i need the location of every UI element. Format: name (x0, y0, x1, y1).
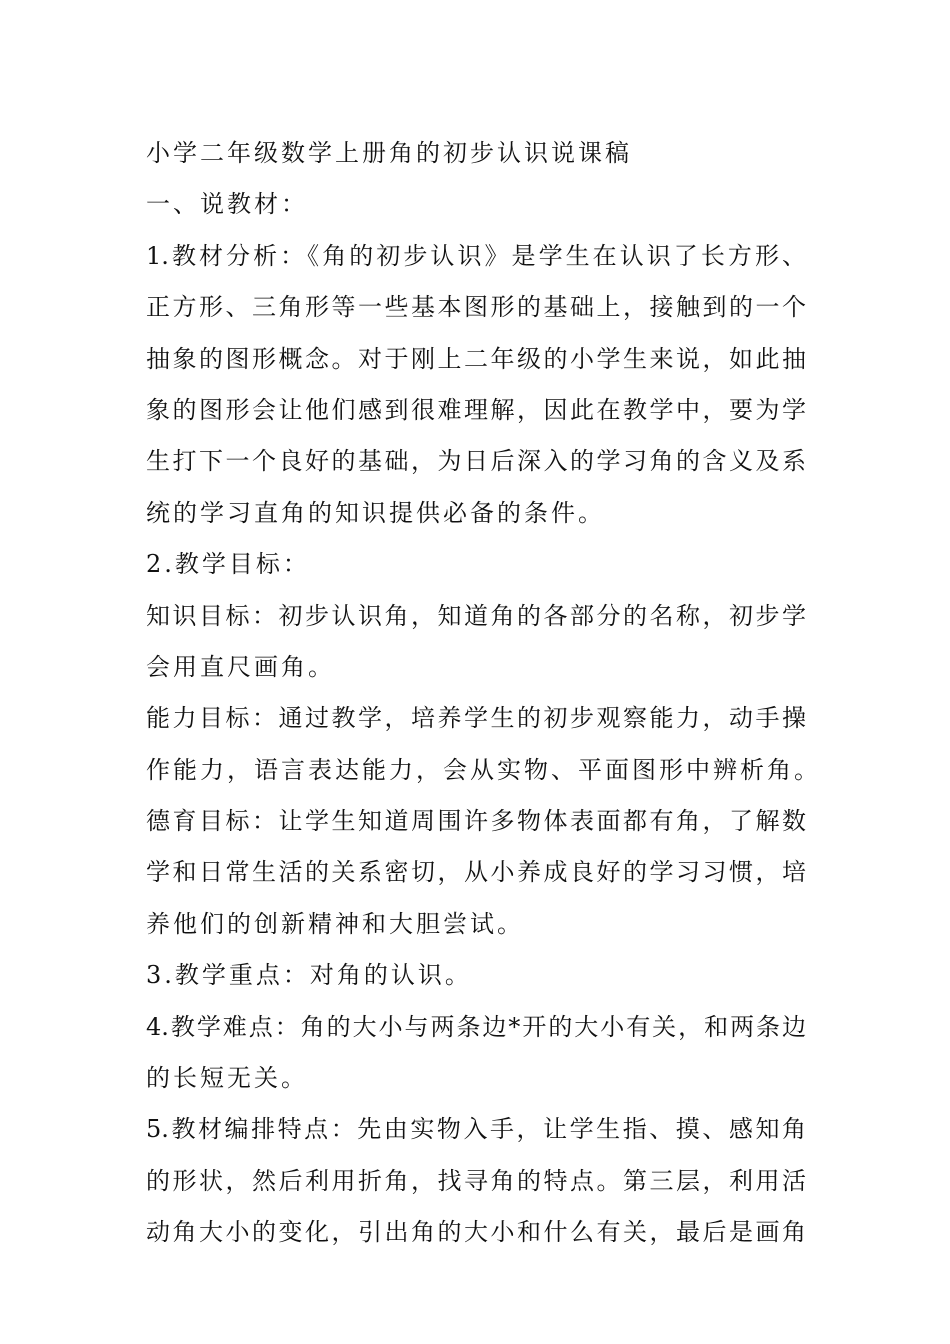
paragraph-line: 3.教学重点：对角的认识。 (146, 961, 472, 990)
paragraph-line: 统的学习直角的知识提供必备的条件。 (146, 498, 605, 527)
subsection-heading: 2.教学目标： (146, 550, 310, 579)
paragraph-line: 象的图形会让他们感到很难理解，因此在教学中，要为学 (146, 395, 806, 424)
paragraph-line: 知识目标：初步认识角，知道角的各部分的名称，初步学 (146, 601, 806, 630)
paragraph-line: 5.教材编排特点：先由实物入手，让学生指、摸、感知角 (146, 1115, 806, 1144)
paragraph-line: 生打下一个良好的基础，为日后深入的学习角的含义及系 (146, 447, 806, 476)
paragraph-line: 德育目标：让学生知道周围许多物体表面都有角，了解数 (146, 807, 806, 836)
paragraph-line: 1.教材分析：《角的初步认识》是学生在认识了长方形、 (146, 241, 806, 270)
paragraph-line: 作能力，语言表达能力，会从实物、平面图形中辨析角。 (146, 755, 821, 784)
paragraph-line: 抽象的图形概念。对于刚上二年级的小学生来说，如此抽 (146, 344, 806, 373)
paragraph-line: 的形状，然后利用折角，找寻角的特点。第三层，利用活 (146, 1166, 806, 1195)
paragraph-line: 4.教学难点：角的大小与两条边*开的大小有关，和两条边 (146, 1012, 806, 1041)
document-title: 小学二年级数学上册角的初步认识说课稿 (146, 139, 632, 167)
paragraph-line: 学和日常生活的关系密切，从小养成良好的学习习惯，培 (146, 858, 806, 887)
paragraph-line: 动角大小的变化，引出角的大小和什么有关，最后是画角 (146, 1218, 806, 1247)
paragraph-line: 能力目标：通过教学，培养学生的初步观察能力，动手操 (146, 704, 806, 733)
section-heading: 一、说教材： (146, 190, 308, 219)
paragraph-line: 的长短无关。 (146, 1064, 308, 1093)
paragraph-line: 正方形、三角形等一些基本图形的基础上，接触到的一个 (146, 293, 806, 322)
document-body (146, 128, 821, 1259)
paragraph-line: 养他们的创新精神和大胆尝试。 (146, 909, 524, 938)
paragraph-line: 会用直尺画角。 (146, 652, 335, 681)
